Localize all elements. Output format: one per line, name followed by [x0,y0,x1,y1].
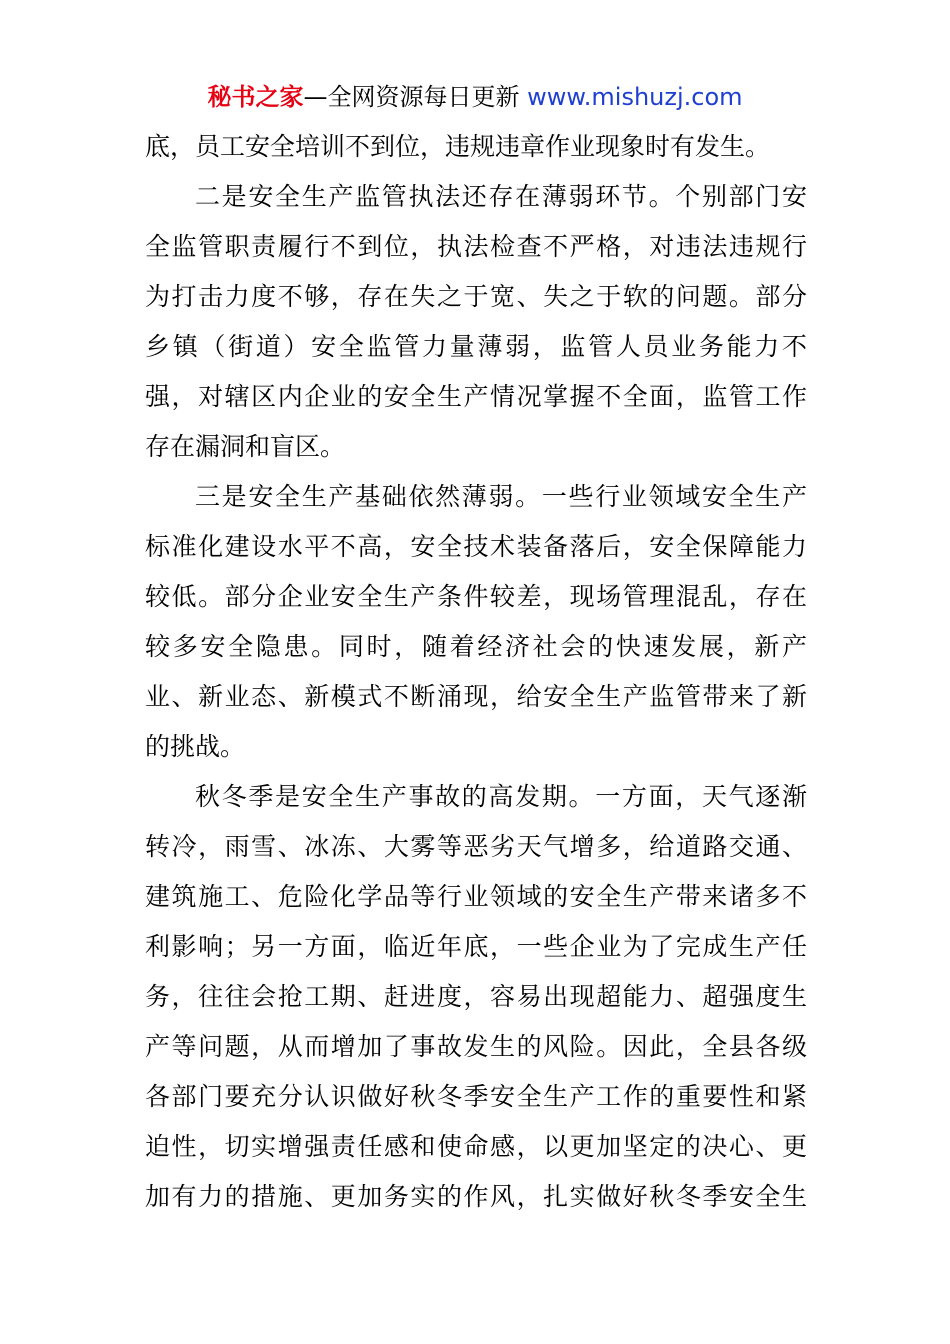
site-brand: 秘书之家 [207,83,304,111]
paragraph-start-line: 二是安全生产监管执法还存在薄弱环节。个别部门安 [195,182,807,211]
text-line: 务，往往会抢工期、赶进度，容易出现超能力、超强度生 [145,982,807,1011]
text-line: 各部门要充分认识做好秋冬季安全生产工作的重要性和紧 [145,1082,807,1111]
text-line: 产等问题，从而增加了事故发生的风险。因此，全县各级 [145,1032,807,1061]
site-header [0,80,950,114]
text-line: 乡镇（街道）安全监管力量薄弱，监管人员业务能力不 [145,332,807,361]
site-tagline: —全网资源每日更新 [303,83,528,111]
text-line: 较多安全隐患。同时，随着经济社会的快速发展，新产 [145,632,807,661]
text-line: 加有力的措施、更加务实的作风，扎实做好秋冬季安全生 [145,1182,807,1211]
text-line: 转冷，雨雪、冰冻、大雾等恶劣天气增多，给道路交通、 [145,832,807,861]
text-line: 存在漏洞和盲区。 [145,432,346,461]
text-line: 较低。部分企业安全生产条件较差，现场管理混乱，存在 [145,582,807,611]
text-line: 利影响；另一方面，临近年底，一些企业为了完成生产任 [145,932,807,961]
text-line: 全监管职责履行不到位，执法检查不严格，对违法违规行 [145,232,807,261]
text-line: 建筑施工、危险化学品等行业领域的安全生产带来诸多不 [145,882,807,911]
text-line: 业、新业态、新模式不断涌现，给安全生产监管带来了新 [145,682,807,711]
text-line: 底，员工安全培训不到位，违规违章作业现象时有发生。 [145,132,771,161]
paragraph-start-line: 秋冬季是安全生产事故的高发期。一方面，天气逐渐 [195,782,807,811]
text-line: 迫性，切实增强责任感和使命感，以更加坚定的决心、更 [145,1132,807,1161]
text-line: 的挑战。 [145,732,246,761]
text-line: 为打击力度不够，存在失之于宽、失之于软的问题。部分 [145,282,807,311]
paragraph-start-line: 三是安全生产基础依然薄弱。一些行业领域安全生产 [195,482,807,511]
text-line: 强，对辖区内企业的安全生产情况掌握不全面，监管工作 [145,382,807,411]
site-url-link[interactable]: www.mishuzj.com [527,83,743,111]
text-line: 标准化建设水平不高，安全技术装备落后，安全保障能力 [145,532,807,561]
document-body [145,122,807,1222]
